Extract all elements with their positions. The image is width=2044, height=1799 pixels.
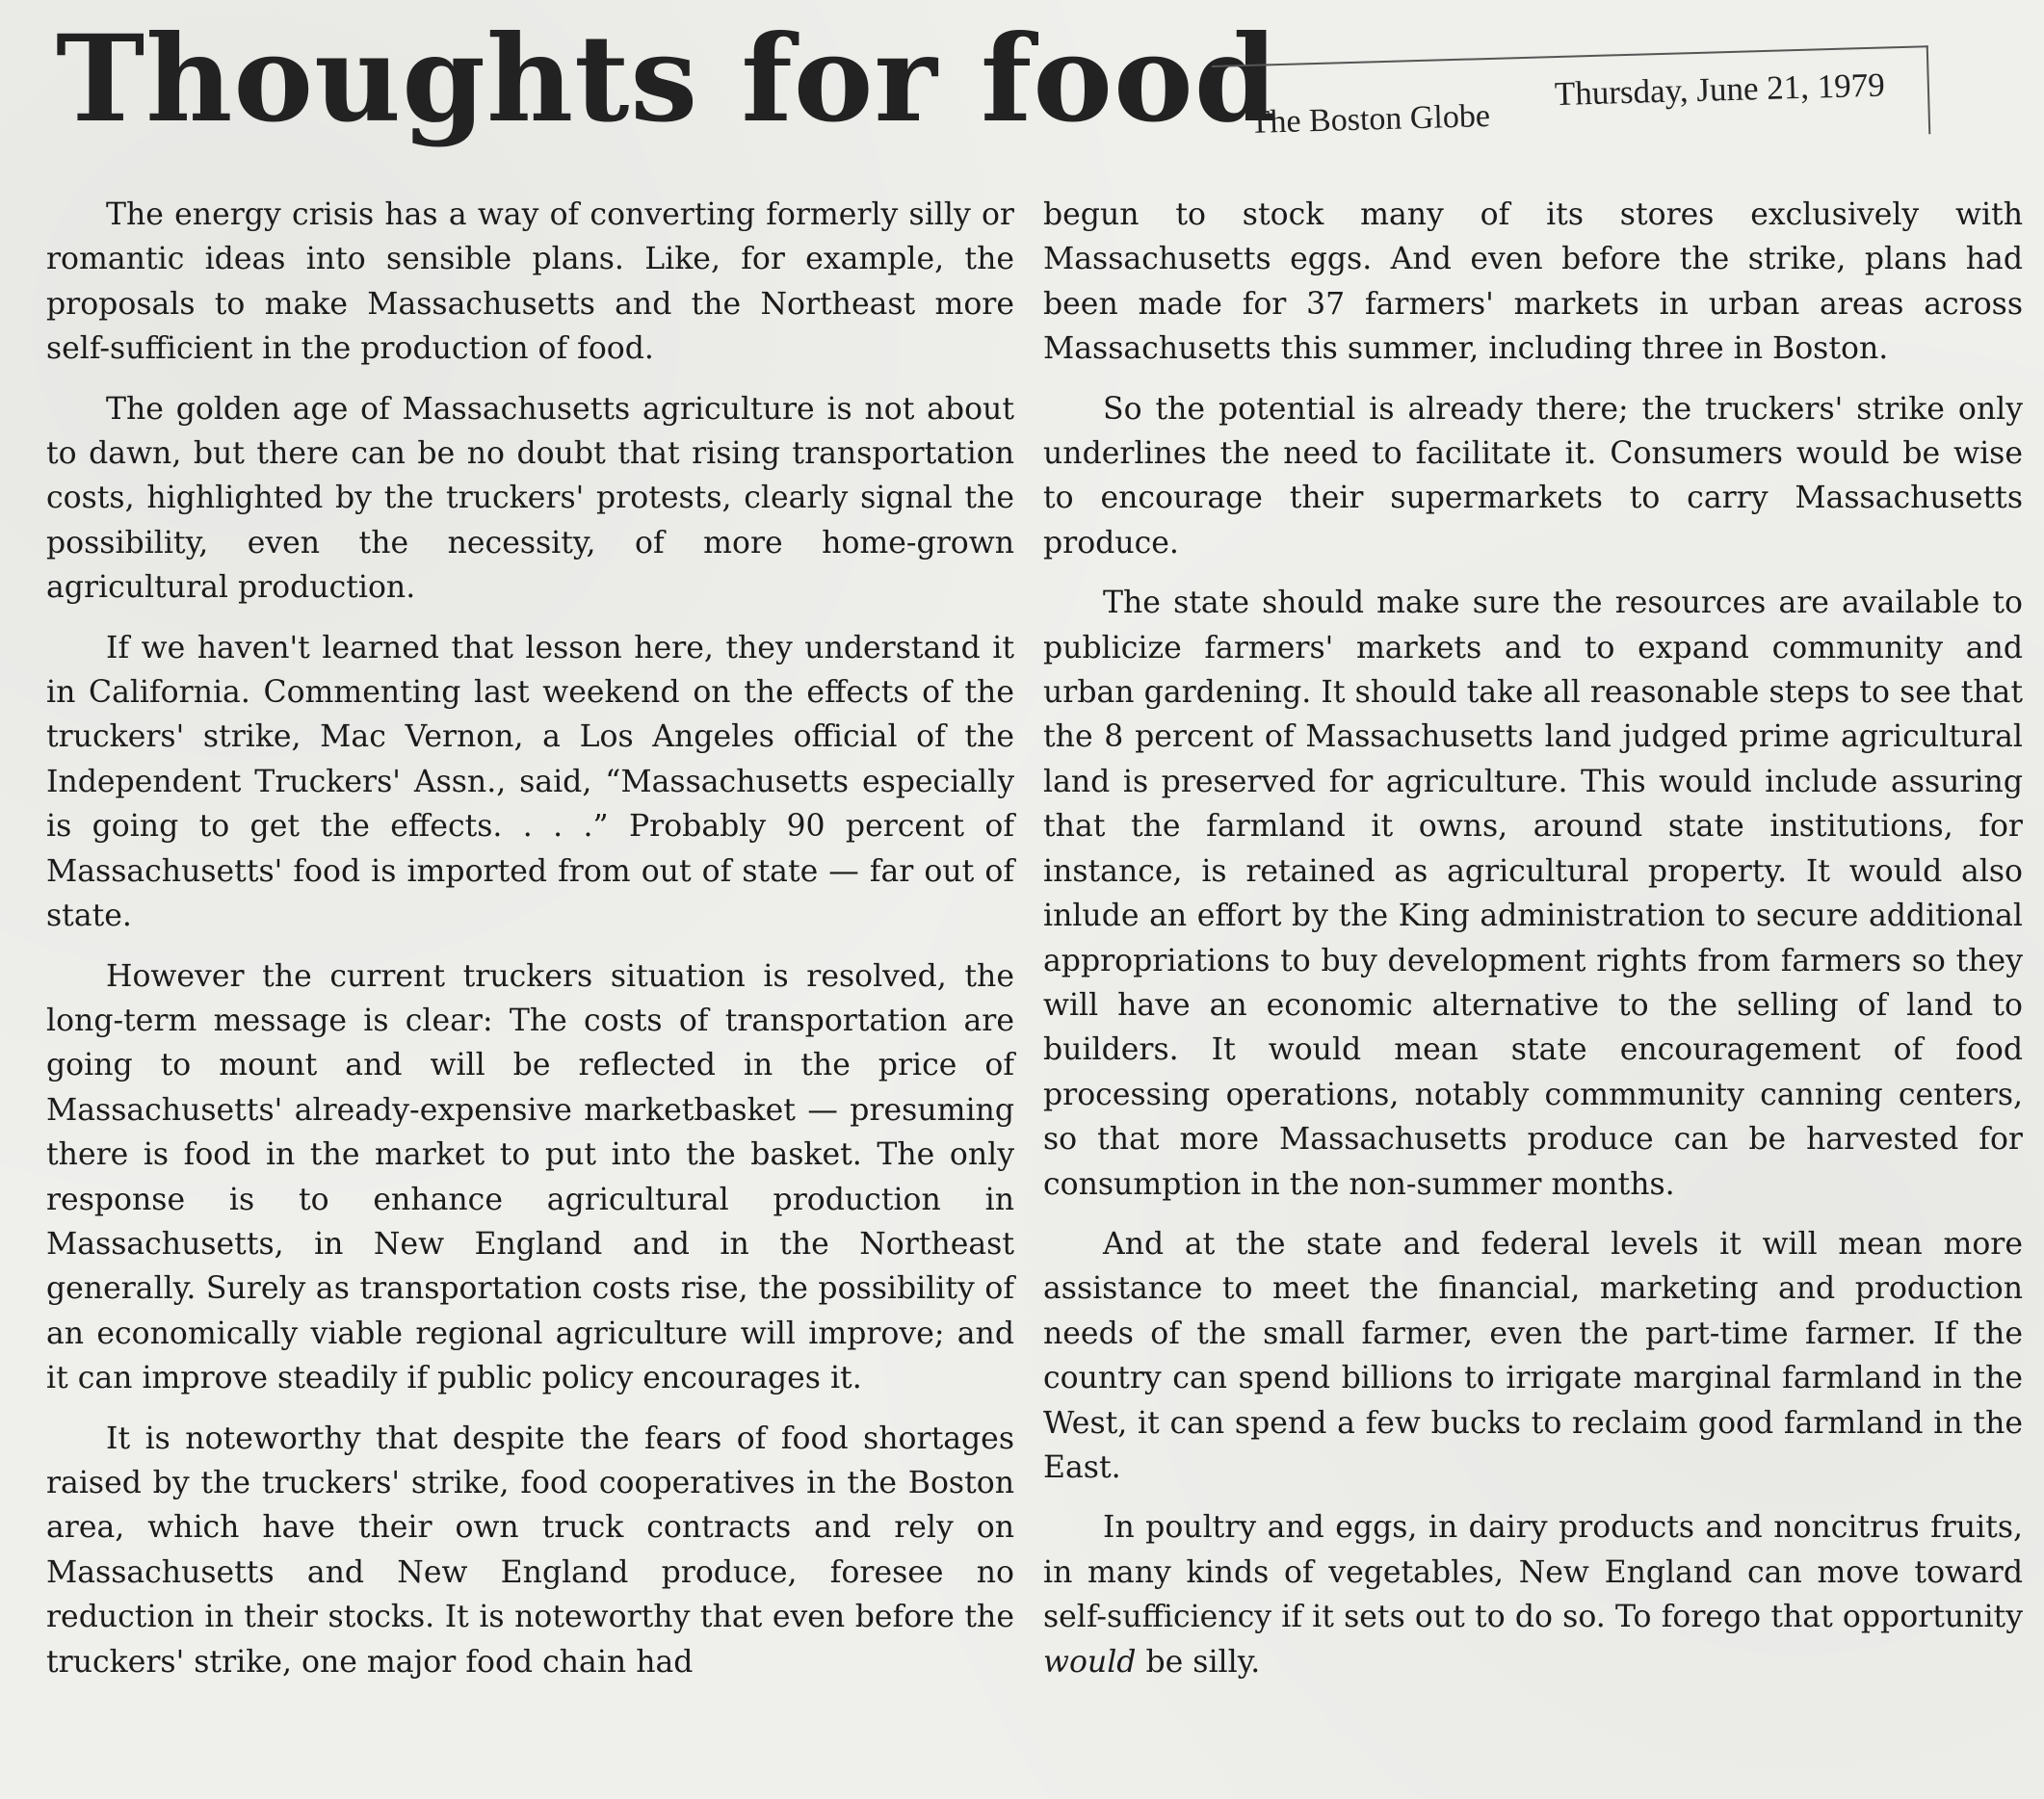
closing-paragraph bbox=[1043, 1505, 2023, 1684]
paragraph: And at the state and federal levels it will mean more assistance to meet the financial, marketing and production needs of the small farmer, even the part-time farmer. If the country can spend billions to irrigate marginal farmland in the West, it can spend a few bucks to reclaim good farmland in the East. bbox=[1043, 1226, 2023, 1485]
headline: Thoughts for food bbox=[56, 10, 1279, 149]
paragraph: The state should make sure the resources are available to publicize farmers' markets and to expand community and urban gardening. It should take all reasonable steps to see that the 8 percent of Massachusetts land judged prime agricultural land is preserved for agriculture. This would include assuring that the farmland it owns, around state institutions, for instance, is retained as agricultural property. It would also inlude an effort by the King administration to secure additional appropriations to buy development rights from farmers so they will have an economic alternative to the selling of land to builders. It would mean state encouragement of food processing operations, notably commmunity canning centers, so that more Massachusetts produce can be harvested for consumption in the non-summer months. bbox=[1043, 586, 2023, 1202]
publication-name: The Boston Globe bbox=[1249, 97, 1491, 141]
right-column bbox=[1043, 193, 2023, 1684]
paragraph: The golden age of Massachusetts agriculture is not about to dawn, but there can be no doubt that rising transportation costs, highlighted by the truckers' protests, clearly signal the possibility, even the necessity, of more home-grown agricultural production. bbox=[46, 391, 1014, 606]
dateline-box bbox=[1212, 45, 1930, 154]
paragraph: It is noteworthy that despite the fears of food shortages raised by the truckers' strike, food cooperatives in the Boston area, which have their own truck contracts and rely on Massachusetts and New England produce, foresee no reduction in their stocks. It is noteworthy that even before the truckers' strike, one major food chain had bbox=[46, 1421, 1014, 1680]
closing-text-end: be silly. bbox=[1136, 1644, 1261, 1680]
publication-date: Thursday, June 21, 1979 bbox=[1554, 65, 1886, 114]
paragraph: However the current truckers situation is resolved, the long-term message is clear: The costs of transportation are going to mount and will be reflected in the price of Massachusetts' already-expensive marketbasket — presuming there is food in the market to put into the basket. The only response is to enhance agricultural production in Massachusetts, in New England and in the Northeast generally. Surely as transportation costs rise, the possibility of an economically viable regional agriculture will improve; and it can improve steadily if public policy encourages it. bbox=[46, 958, 1014, 1396]
emphasized-word: would bbox=[1043, 1644, 1137, 1680]
closing-text-start: In poultry and eggs, in dairy products and noncitrus fruits, in many kinds of vegetables, New England can move toward self-sufficiency if it sets out to do so. To forego that opportunity bbox=[1043, 1510, 2023, 1635]
paragraph-continuation: begun to stock many of its stores exclusively with Massachusetts eggs. And even before the strike, plans had been made for 37 farmers' markets in urban areas across Massachusetts this summer, including three in Boston. bbox=[1043, 197, 2023, 367]
left-column bbox=[46, 193, 1014, 1684]
paragraph: So the potential is already there; the truckers' strike only underlines the need to facilitate it. Consumers would be wise to encourage their supermarkets to carry Massachusetts produce. bbox=[1043, 391, 2023, 561]
paragraph: If we haven't learned that lesson here, they understand it in California. Commenting last weekend on the effects of the truckers' strike, Mac Vernon, a Los Angeles official of the Independent Truckers' Assn., said, “Massachusetts especially is going to get the effects. . . .” Probably 90 percent of Massachusetts' food is imported from out of state — far out of state. bbox=[46, 630, 1014, 934]
paragraph: The energy crisis has a way of converting formerly silly or romantic ideas into sensible plans. Like, for example, the proposals to make Massachusetts and the Northeast more self-sufficient in the production of food. bbox=[46, 197, 1014, 367]
